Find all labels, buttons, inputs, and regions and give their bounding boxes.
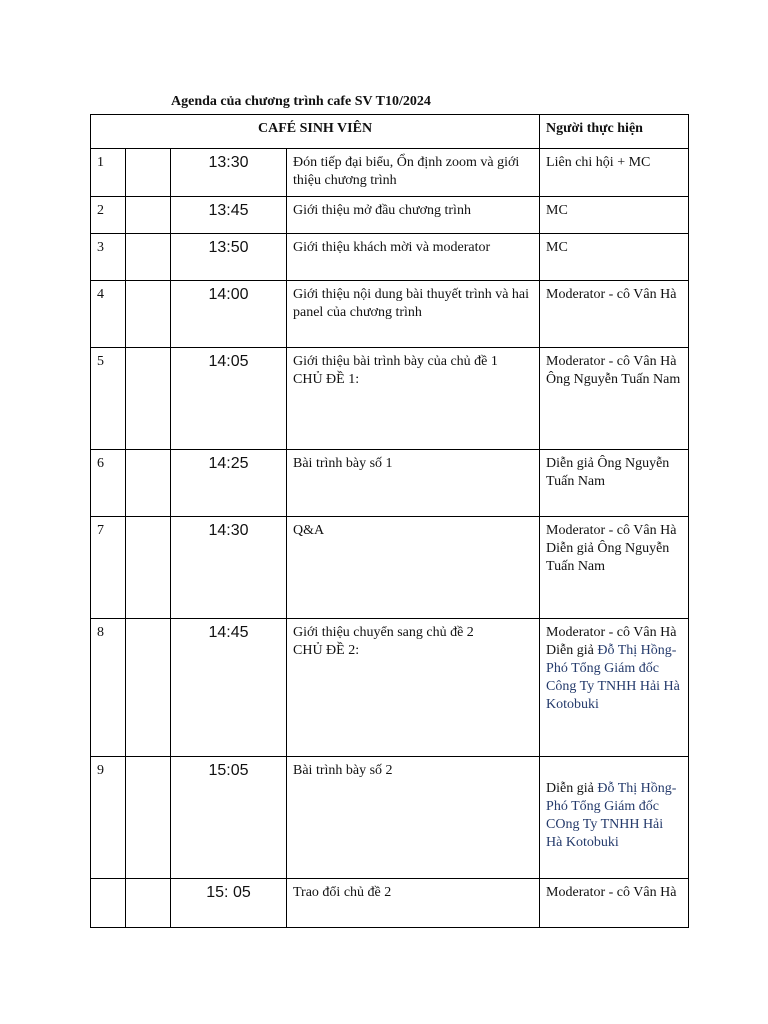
activity-line: Trao đổi chủ đề 2 (293, 885, 392, 900)
person-line (546, 540, 682, 576)
table-row (91, 879, 689, 928)
blank-cell (126, 517, 171, 619)
table-row (91, 234, 689, 281)
person-cell (540, 149, 689, 197)
person-line (546, 762, 682, 780)
time-cell: 15:05 (171, 757, 287, 879)
row-number-cell: 1 (91, 149, 126, 197)
blank-cell (126, 348, 171, 450)
blank-cell (126, 619, 171, 757)
activity-cell (287, 517, 540, 619)
person-text: Diễn giả (546, 643, 598, 658)
person-text: Diễn giả Ông Nguyễn Tuấn Nam (546, 541, 670, 574)
activity-cell (287, 149, 540, 197)
blank-cell (126, 281, 171, 348)
time-cell: 13:30 (171, 149, 287, 197)
person-cell (540, 234, 689, 281)
person-cell (540, 619, 689, 757)
blank-cell (126, 879, 171, 928)
person-cell (540, 517, 689, 619)
time-cell: 13:45 (171, 197, 287, 234)
table-header-row (91, 115, 689, 149)
activity-line: Bài trình bày số 1 (293, 456, 393, 471)
person-text: Moderator - cô Vân Hà (546, 287, 677, 302)
activity-line: Bài trình bày số 2 (293, 763, 393, 778)
blank-cell (126, 149, 171, 197)
header-title-cell: CAFÉ SINH VIÊN (91, 115, 540, 149)
table-row (91, 197, 689, 234)
speaker-name: Đỗ Thị Hồng-Phó Tổng Giám đốc Công Ty TNHH Hải Hà Kotobuki (546, 643, 680, 712)
person-text: MC (546, 240, 568, 255)
page-title: Agenda của chương trình cafe SV T10/2024 (171, 94, 431, 109)
person-cell (540, 879, 689, 928)
person-line (546, 884, 682, 902)
person-text: Moderator - cô Vân Hà (546, 625, 677, 640)
person-text: Liên chi hội + MC (546, 155, 651, 170)
person-text: Ông Nguyễn Tuấn Nam (546, 372, 681, 387)
person-line (546, 353, 682, 371)
time-cell: 14:05 (171, 348, 287, 450)
person-text: Moderator - cô Vân Hà (546, 354, 677, 369)
person-line (546, 202, 682, 220)
header-person-cell: Người thực hiện (540, 115, 689, 149)
time-cell: 13:50 (171, 234, 287, 281)
table-row (91, 517, 689, 619)
row-number-cell: 4 (91, 281, 126, 348)
person-cell (540, 348, 689, 450)
blank-cell (126, 234, 171, 281)
person-text: Diễn giả (546, 781, 598, 796)
person-line (546, 286, 682, 304)
time-cell: 15: 05 (171, 879, 287, 928)
activity-cell (287, 234, 540, 281)
activity-line: Giới thiệu bài trình bày của chủ đề 1 (293, 354, 498, 369)
time-cell: 14:25 (171, 450, 287, 517)
activity-cell (287, 281, 540, 348)
row-number-cell: 3 (91, 234, 126, 281)
row-number-cell (91, 879, 126, 928)
table-row (91, 348, 689, 450)
activity-line: Q&A (293, 523, 325, 538)
person-text: Diễn giả Ông Nguyễn Tuấn Nam (546, 456, 670, 489)
activity-line: CHỦ ĐỀ 1: (293, 372, 360, 387)
speaker-name: Đỗ Thị Hồng-Phó Tổng Giám đốc COng Ty TNHH Hải Hà Kotobuki (546, 781, 677, 850)
activity-line: Giới thiệu nội dung bài thuyết trình và hai panel của chương trình (293, 287, 530, 320)
person-cell (540, 450, 689, 517)
row-number-cell: 8 (91, 619, 126, 757)
activity-cell (287, 757, 540, 879)
person-line (546, 522, 682, 540)
table-row (91, 149, 689, 197)
activity-line: Giới thiệu mở đầu chương trình (293, 203, 471, 218)
table-row (91, 450, 689, 517)
table-row (91, 757, 689, 879)
person-line (546, 154, 682, 172)
blank-cell (126, 757, 171, 879)
activity-line: Giới thiệu chuyển sang chủ đề 2 (293, 625, 474, 640)
person-line (546, 371, 682, 389)
time-cell: 14:00 (171, 281, 287, 348)
person-line (546, 624, 682, 642)
person-cell (540, 197, 689, 234)
person-line (546, 455, 682, 491)
person-text: Moderator - cô Vân Hà (546, 885, 677, 900)
person-line (546, 642, 682, 714)
blank-cell (126, 450, 171, 517)
activity-cell (287, 619, 540, 757)
table-row (91, 281, 689, 348)
person-cell (540, 281, 689, 348)
person-text: Moderator - cô Vân Hà (546, 523, 677, 538)
activity-line: Giới thiệu khách mời và moderator (293, 240, 491, 255)
blank-cell (126, 197, 171, 234)
activity-cell (287, 879, 540, 928)
activity-cell (287, 348, 540, 450)
activity-cell (287, 450, 540, 517)
activity-line: CHỦ ĐỀ 2: (293, 643, 360, 658)
person-cell (540, 757, 689, 879)
person-line (546, 239, 682, 257)
time-cell: 14:30 (171, 517, 287, 619)
person-text: MC (546, 203, 568, 218)
person-line (546, 780, 682, 852)
row-number-cell: 5 (91, 348, 126, 450)
time-cell: 14:45 (171, 619, 287, 757)
row-number-cell: 2 (91, 197, 126, 234)
table-row (91, 619, 689, 757)
row-number-cell: 6 (91, 450, 126, 517)
row-number-cell: 7 (91, 517, 126, 619)
activity-line: Đón tiếp đại biểu, Ổn định zoom và giới thiệu chương trình (293, 155, 520, 188)
agenda-table (90, 114, 689, 928)
row-number-cell: 9 (91, 757, 126, 879)
activity-cell (287, 197, 540, 234)
